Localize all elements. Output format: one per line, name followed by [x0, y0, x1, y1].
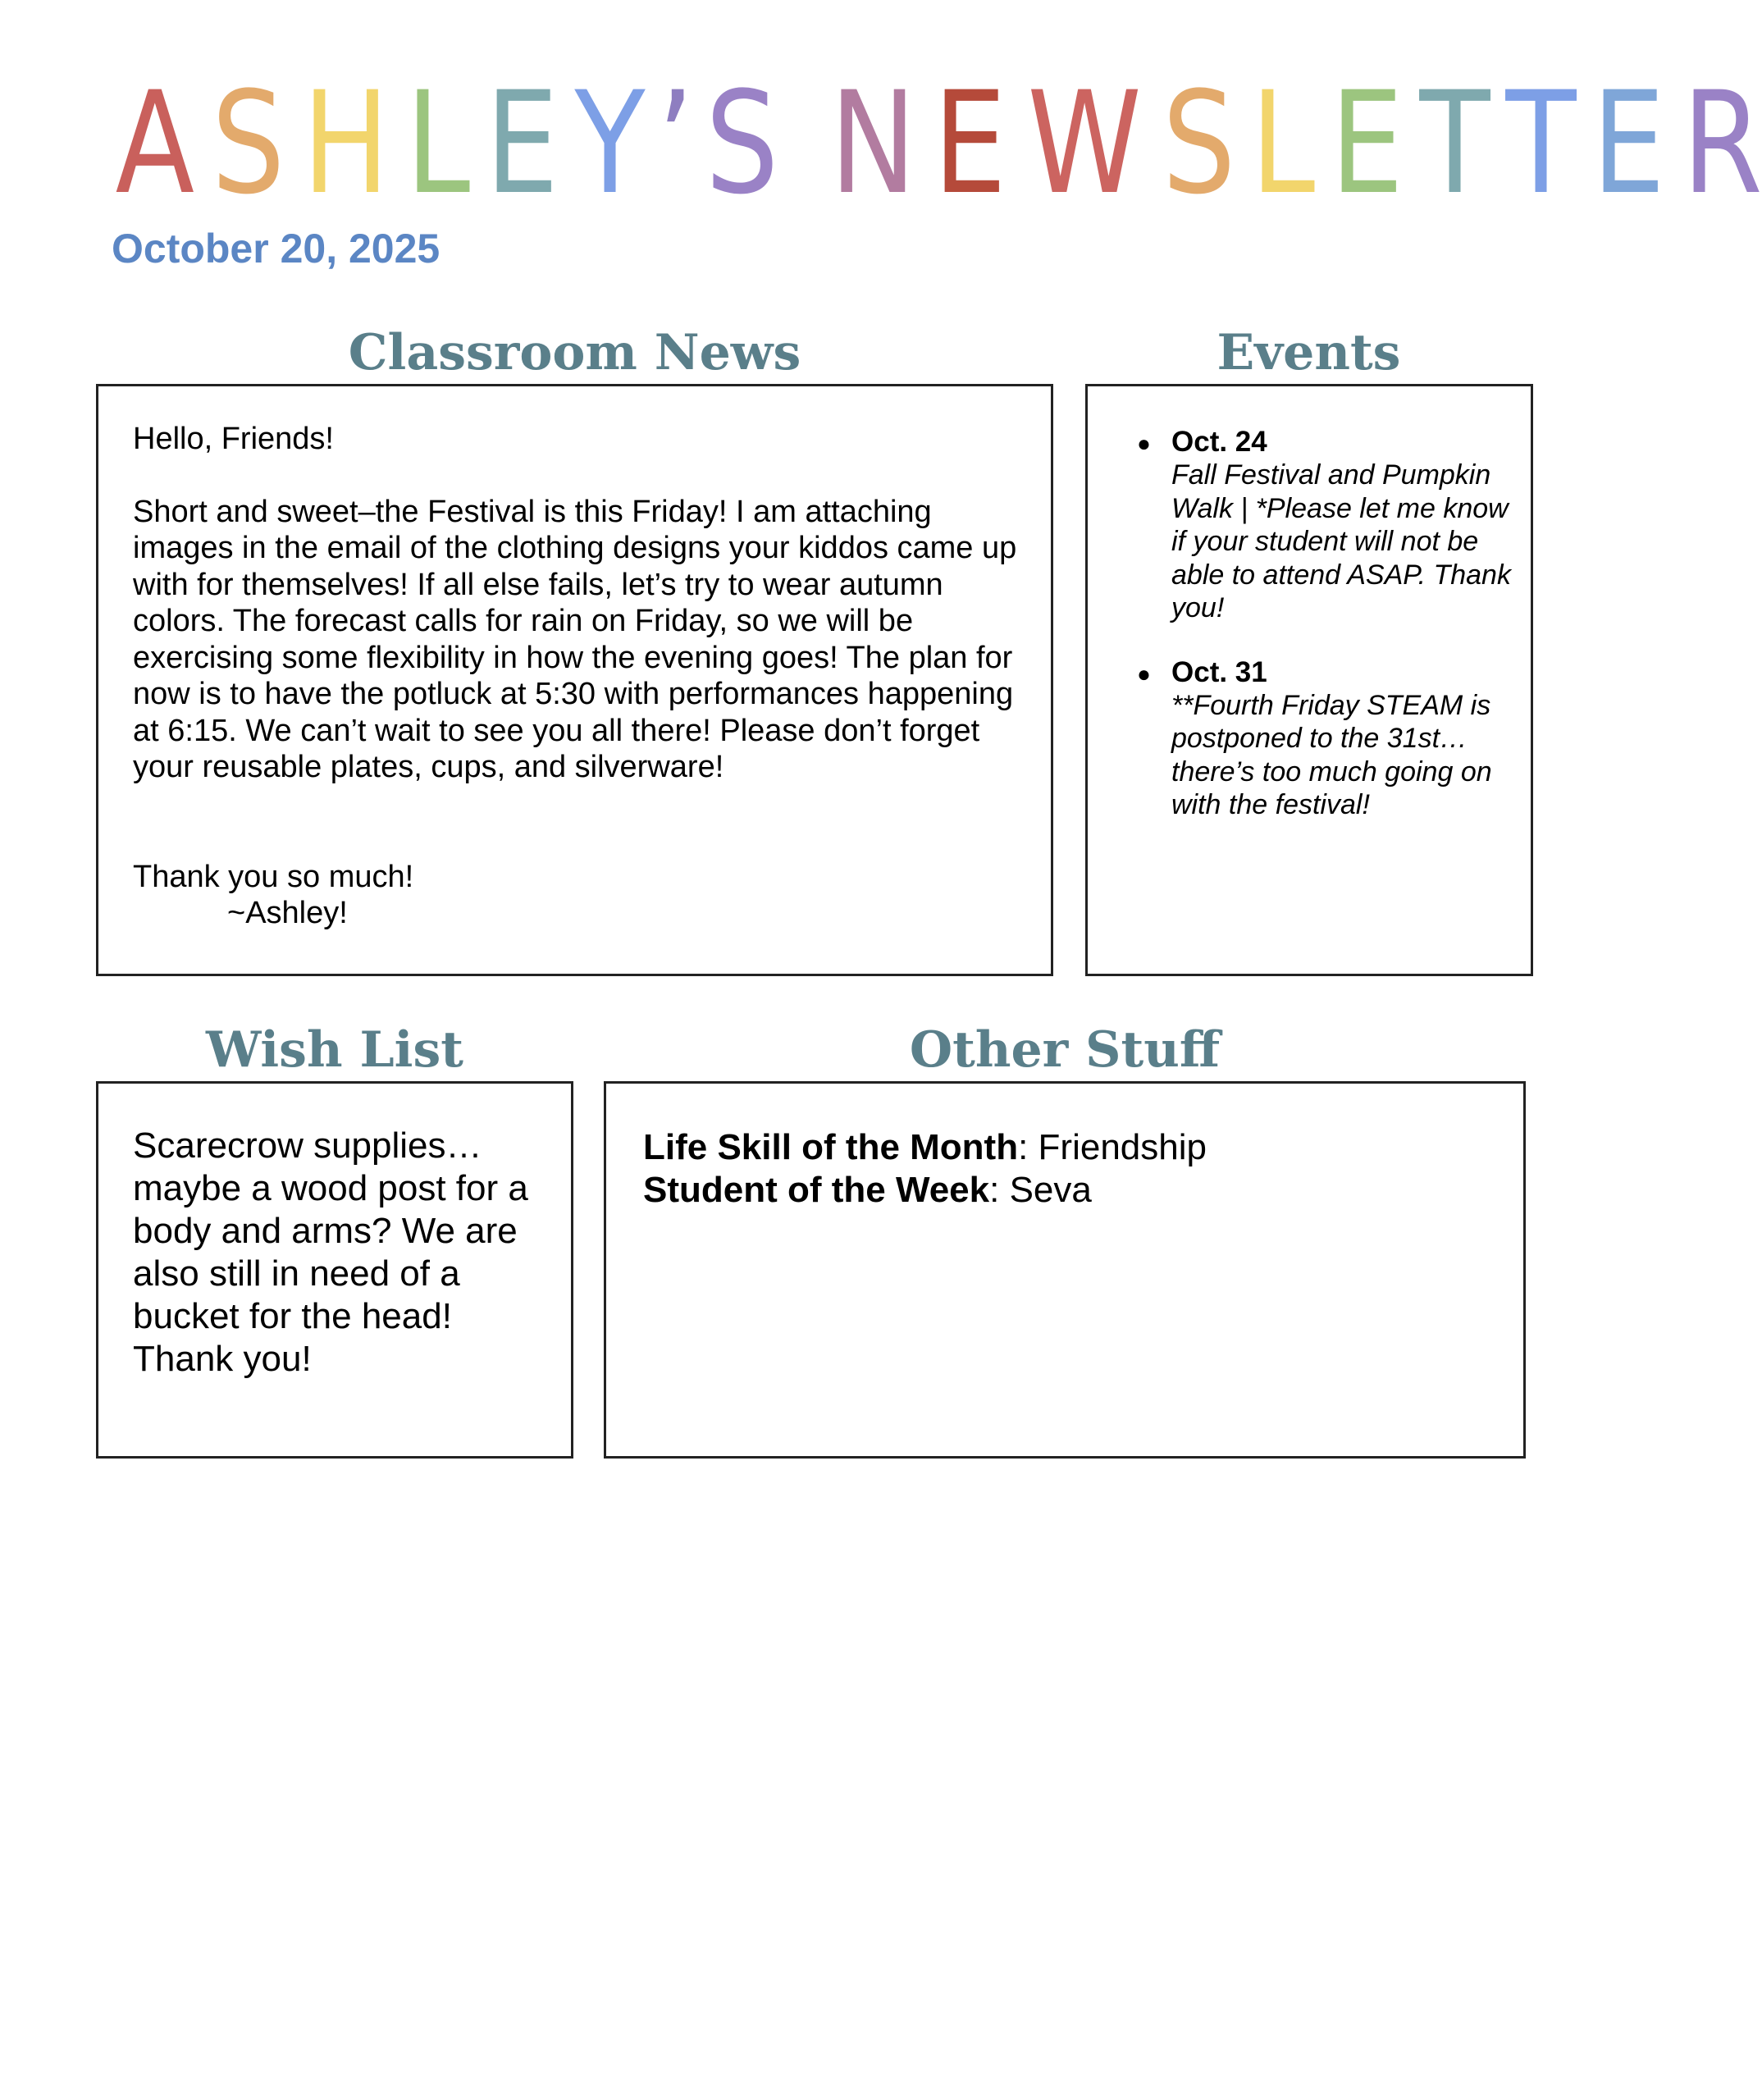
life-skill-label: Life Skill of the Month: [643, 1127, 1019, 1167]
title-letter: L: [405, 61, 471, 226]
title-letter: R: [1682, 61, 1762, 226]
title-letter: S: [1162, 61, 1236, 226]
event-item: [1137, 426, 1522, 625]
title-letter: E: [485, 61, 559, 226]
events-box: [1085, 384, 1533, 976]
other-stuff-heading: Other Stuff: [909, 1021, 1221, 1079]
title-letter: Y: [574, 61, 646, 226]
student-of-week-line: Student of the Week: Seva: [643, 1170, 1092, 1210]
events-heading: Events: [1217, 324, 1401, 381]
bullet-icon: ●: [1137, 660, 1151, 687]
title-letter: T: [1419, 61, 1490, 226]
event-item: [1137, 656, 1522, 822]
events-list: [1137, 426, 1522, 853]
newsletter-date: October 20, 2025: [112, 226, 440, 272]
news-greeting: Hello, Friends!: [133, 422, 334, 456]
bullet-icon: ●: [1137, 431, 1151, 456]
title-letter: L: [1250, 61, 1316, 226]
event-description: **Fourth Friday STEAM is postponed to the 31st…there’s too much going on with the festival!: [1171, 689, 1492, 820]
life-skill-line: Life Skill of the Month: Friendship: [643, 1127, 1207, 1167]
title-letter: E: [1330, 61, 1404, 226]
wish-list-box: [96, 1081, 573, 1459]
title-letter: H: [302, 61, 390, 226]
event-date: Oct. 24: [1171, 426, 1267, 458]
classroom-news-box: [96, 384, 1053, 976]
event-description: Fall Festival and Pumpkin Walk | *Please let me know if your student will not be able to attend ASAP. Thank you!: [1171, 459, 1511, 623]
student-label: Student of the Week: [643, 1170, 990, 1210]
wish-list-text: Scarecrow supplies…maybe a wood post for a body and arms? We are also still in need of a bucket for the head! Thank you!: [133, 1125, 528, 1379]
classroom-news-heading: Classroom News: [348, 324, 801, 381]
news-body: Short and sweet–the Festival is this Friday! I am attaching images in the email of the clothing designs your kiddos came up with for themselves! If all else fails, let’s try to wear autumn colors. The forecast calls for rain on Friday, so we will be exercising some flexibility in how the evening goes! The plan for now is to have the potluck at 5:30 with performances happening at 6:15. We can’t wait to see you all there! Please don’t forget your reusable plates, cups, and silverware!: [133, 494, 1017, 784]
title-letter: N: [829, 61, 916, 226]
title-letter: W: [1027, 61, 1142, 226]
classroom-news-content: [133, 421, 1019, 932]
other-stuff-content: [643, 1126, 1207, 1212]
title-letter: E: [1591, 61, 1665, 226]
title-letter: S: [211, 61, 285, 226]
title-letter: A: [115, 61, 195, 226]
student-value: Seva: [1009, 1170, 1092, 1210]
title-letter: ’: [656, 61, 694, 226]
life-skill-value: Friendship: [1038, 1127, 1207, 1167]
other-stuff-box: [604, 1081, 1526, 1459]
news-closing: Thank you so much!: [133, 859, 414, 894]
news-signature: ~Ashley!: [227, 896, 348, 930]
title-letter: T: [1505, 61, 1577, 226]
event-date: Oct. 31: [1171, 655, 1267, 688]
title-letter: [790, 78, 817, 209]
title-letter: E: [933, 61, 1007, 226]
wish-list-heading: Wish List: [206, 1021, 463, 1079]
title-letter: S: [705, 61, 779, 226]
newsletter-title: [107, 61, 1762, 226]
